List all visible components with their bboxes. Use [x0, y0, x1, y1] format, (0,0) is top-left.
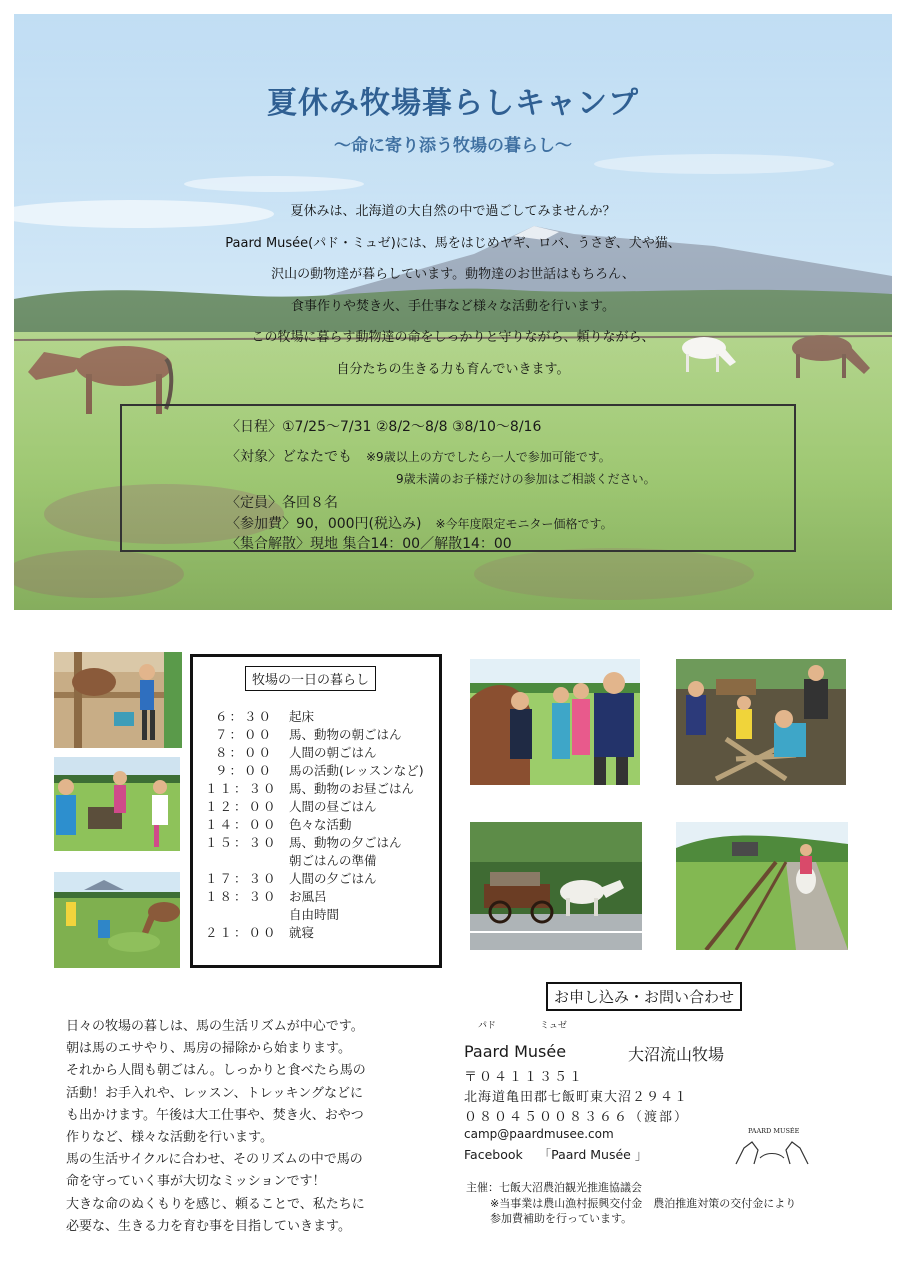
- description-line: 大きな命のぬくもりを感じ、頼ることで、私たちに: [66, 1196, 365, 1212]
- photo-campfire: [676, 659, 846, 785]
- schedule-activity: 色々な活動: [289, 817, 352, 832]
- facebook-label: Facebook: [464, 1147, 523, 1162]
- description-line: 必要な、生きる力を育む事を目指していきます。: [66, 1218, 351, 1234]
- info-target-note: ※9歳以上の方でしたら一人で参加可能です。: [366, 450, 611, 464]
- ruby-pado: パド: [478, 1021, 496, 1031]
- intro-line: Paard Musée(パド・ミュゼ)には、馬をはじめヤギ、ロバ、うさぎ、犬や猫、: [225, 235, 681, 251]
- intro-line: 食事作りや焚き火、手仕事など様々な活動を行います。: [291, 298, 615, 314]
- intro-text: [0, 196, 906, 385]
- ruby-musee: ミュゼ: [540, 1021, 567, 1031]
- info-fee: [226, 513, 613, 533]
- intro-line: 沢山の動物達が暮らしています。動物達のお世話はもちろん、: [271, 267, 635, 282]
- schedule-time: １８：３０: [205, 889, 278, 904]
- photo-stable: [54, 652, 182, 748]
- photo-barrow: [54, 757, 180, 851]
- schedule-activity: 馬の活動(レッスンなど): [289, 763, 424, 778]
- sponsor-info: [466, 1180, 796, 1227]
- schedule-activity: 馬、動物の夕ごはん: [289, 835, 402, 850]
- contact-postal: 〒０４１１３５１: [464, 1070, 585, 1085]
- info-fee-label: 〈参加費〉90，000円(税込み): [226, 516, 422, 532]
- schedule-time: ７：００: [214, 727, 273, 742]
- description-line: 活動！お手入れや、レッスン、トレッキングなどに: [66, 1085, 364, 1101]
- intro-line: 夏休みは、北海道の大自然の中で過ごしてみませんか？: [290, 204, 616, 219]
- schedule-time: １１：３０: [205, 781, 278, 796]
- schedule-time: １４：００: [205, 817, 278, 832]
- schedule-activity: 人間の昼ごはん: [289, 799, 377, 814]
- contact-facebook[interactable]: [464, 1145, 647, 1163]
- contact-phone: [464, 1106, 689, 1125]
- schedule-activity: 馬、動物のお昼ごはん: [289, 781, 415, 796]
- schedule-activity: 起床: [289, 709, 315, 724]
- info-capacity: 〈定員〉各回８名: [226, 495, 338, 511]
- contact-email[interactable]: camp@paardmusee.com: [464, 1127, 614, 1141]
- sponsor-line: 主催：七飯大沼農泊観光推進協議会: [466, 1181, 642, 1194]
- contact-address: 北海道亀田郡七飯町東大沼２９４１: [464, 1090, 689, 1105]
- photo-trekking: [676, 822, 848, 950]
- info-fee-note: ※今年度限定モニター価格です。: [435, 517, 613, 531]
- schedule-time: ８：００: [214, 745, 273, 760]
- contact-name: Paard Musée: [464, 1042, 567, 1061]
- info-meeting: 〈集合解散〉現地 集合14：00／解散14：00: [226, 536, 512, 552]
- info-schedule: 〈日程〉①7/25～7/31 ②8/2～8/8 ③8/10～8/16: [226, 419, 542, 435]
- description-line: 朝は馬のエサやり、馬房の掃除から始まります。: [66, 1041, 351, 1057]
- daily-schedule-title: 牧場の一日の暮らし: [245, 666, 376, 691]
- contact-farm: 大沼流山牧場: [628, 1045, 725, 1064]
- intro-line: この牧場に暮らす動物達の命をしっかりと守りながら、頼りながら、: [251, 330, 655, 345]
- photo-feeding-horse: [54, 872, 180, 968]
- schedule-activity: 人間の朝ごはん: [289, 745, 377, 760]
- description-line: 馬の生活サイクルに合わせ、そのリズムの中で馬の: [66, 1152, 363, 1168]
- sponsor-line: 参加費補助を行っています。: [490, 1212, 633, 1225]
- logo-text: PAARD MUSÉE: [748, 1127, 800, 1135]
- contact-phone-number[interactable]: ０８０４５００８３６６: [464, 1110, 630, 1125]
- description-line: 命を守っていく事が大切なミッションです！: [66, 1174, 326, 1190]
- schedule-time: ２１：００: [205, 925, 278, 940]
- facebook-name: 「Paard Musée 」: [538, 1147, 648, 1162]
- contact-phone-person: （渡部）: [629, 1110, 690, 1125]
- intro-line: 自分たちの生きる力も育んでいきます。: [336, 361, 570, 377]
- daily-schedule: [190, 654, 442, 968]
- schedule-time: １７：３０: [205, 871, 278, 886]
- info-box: [120, 404, 796, 552]
- schedule-activity: 馬、動物の朝ごはん: [289, 727, 402, 742]
- description-text: [66, 1016, 426, 1238]
- contact-title: お申し込み・お問い合わせ: [546, 982, 742, 1011]
- schedule-activity: 人間の夕ごはん: [289, 871, 377, 886]
- schedule-time: ６：３０: [214, 709, 273, 724]
- description-line: それから人間も朝ごはん。しっかりと食べたら馬の: [66, 1063, 366, 1079]
- description-line: 日々の牧場の暮しは、馬の生活リズムが中心です。: [66, 1019, 364, 1034]
- info-target-note-2: 9歳未満のお子様だけの参加はご相談ください。: [396, 472, 656, 486]
- photo-children-horse: [470, 659, 640, 785]
- info-target: [226, 446, 611, 466]
- photo-horse-carriage: [470, 822, 642, 950]
- description-line: 作りなど、様々な活動を行います。: [66, 1130, 273, 1146]
- sponsor-line: ※当事業は農山漁村振興交付金 農泊推進対策の交付金により: [490, 1196, 797, 1210]
- paard-musee-logo: [730, 1128, 814, 1170]
- schedule-activity: 自由時間: [289, 907, 340, 922]
- page-title: 夏休み牧場暮らしキャンプ: [267, 86, 639, 121]
- schedule-activity: 朝ごはんの準備: [289, 853, 377, 868]
- description-line: も出かけます。午後は大工仕事や、焚き火、おやつ: [66, 1107, 364, 1123]
- schedule-time: １５：３０: [205, 835, 278, 850]
- schedule-time: ９：００: [214, 763, 273, 778]
- info-target-label: 〈対象〉どなたでも: [226, 449, 352, 465]
- schedule-activity: お風呂: [289, 889, 327, 904]
- schedule-time: １２：００: [205, 799, 278, 814]
- page-subtitle: ～命に寄り添う牧場の暮らし～: [334, 136, 572, 156]
- schedule-activity: 就寝: [289, 925, 315, 940]
